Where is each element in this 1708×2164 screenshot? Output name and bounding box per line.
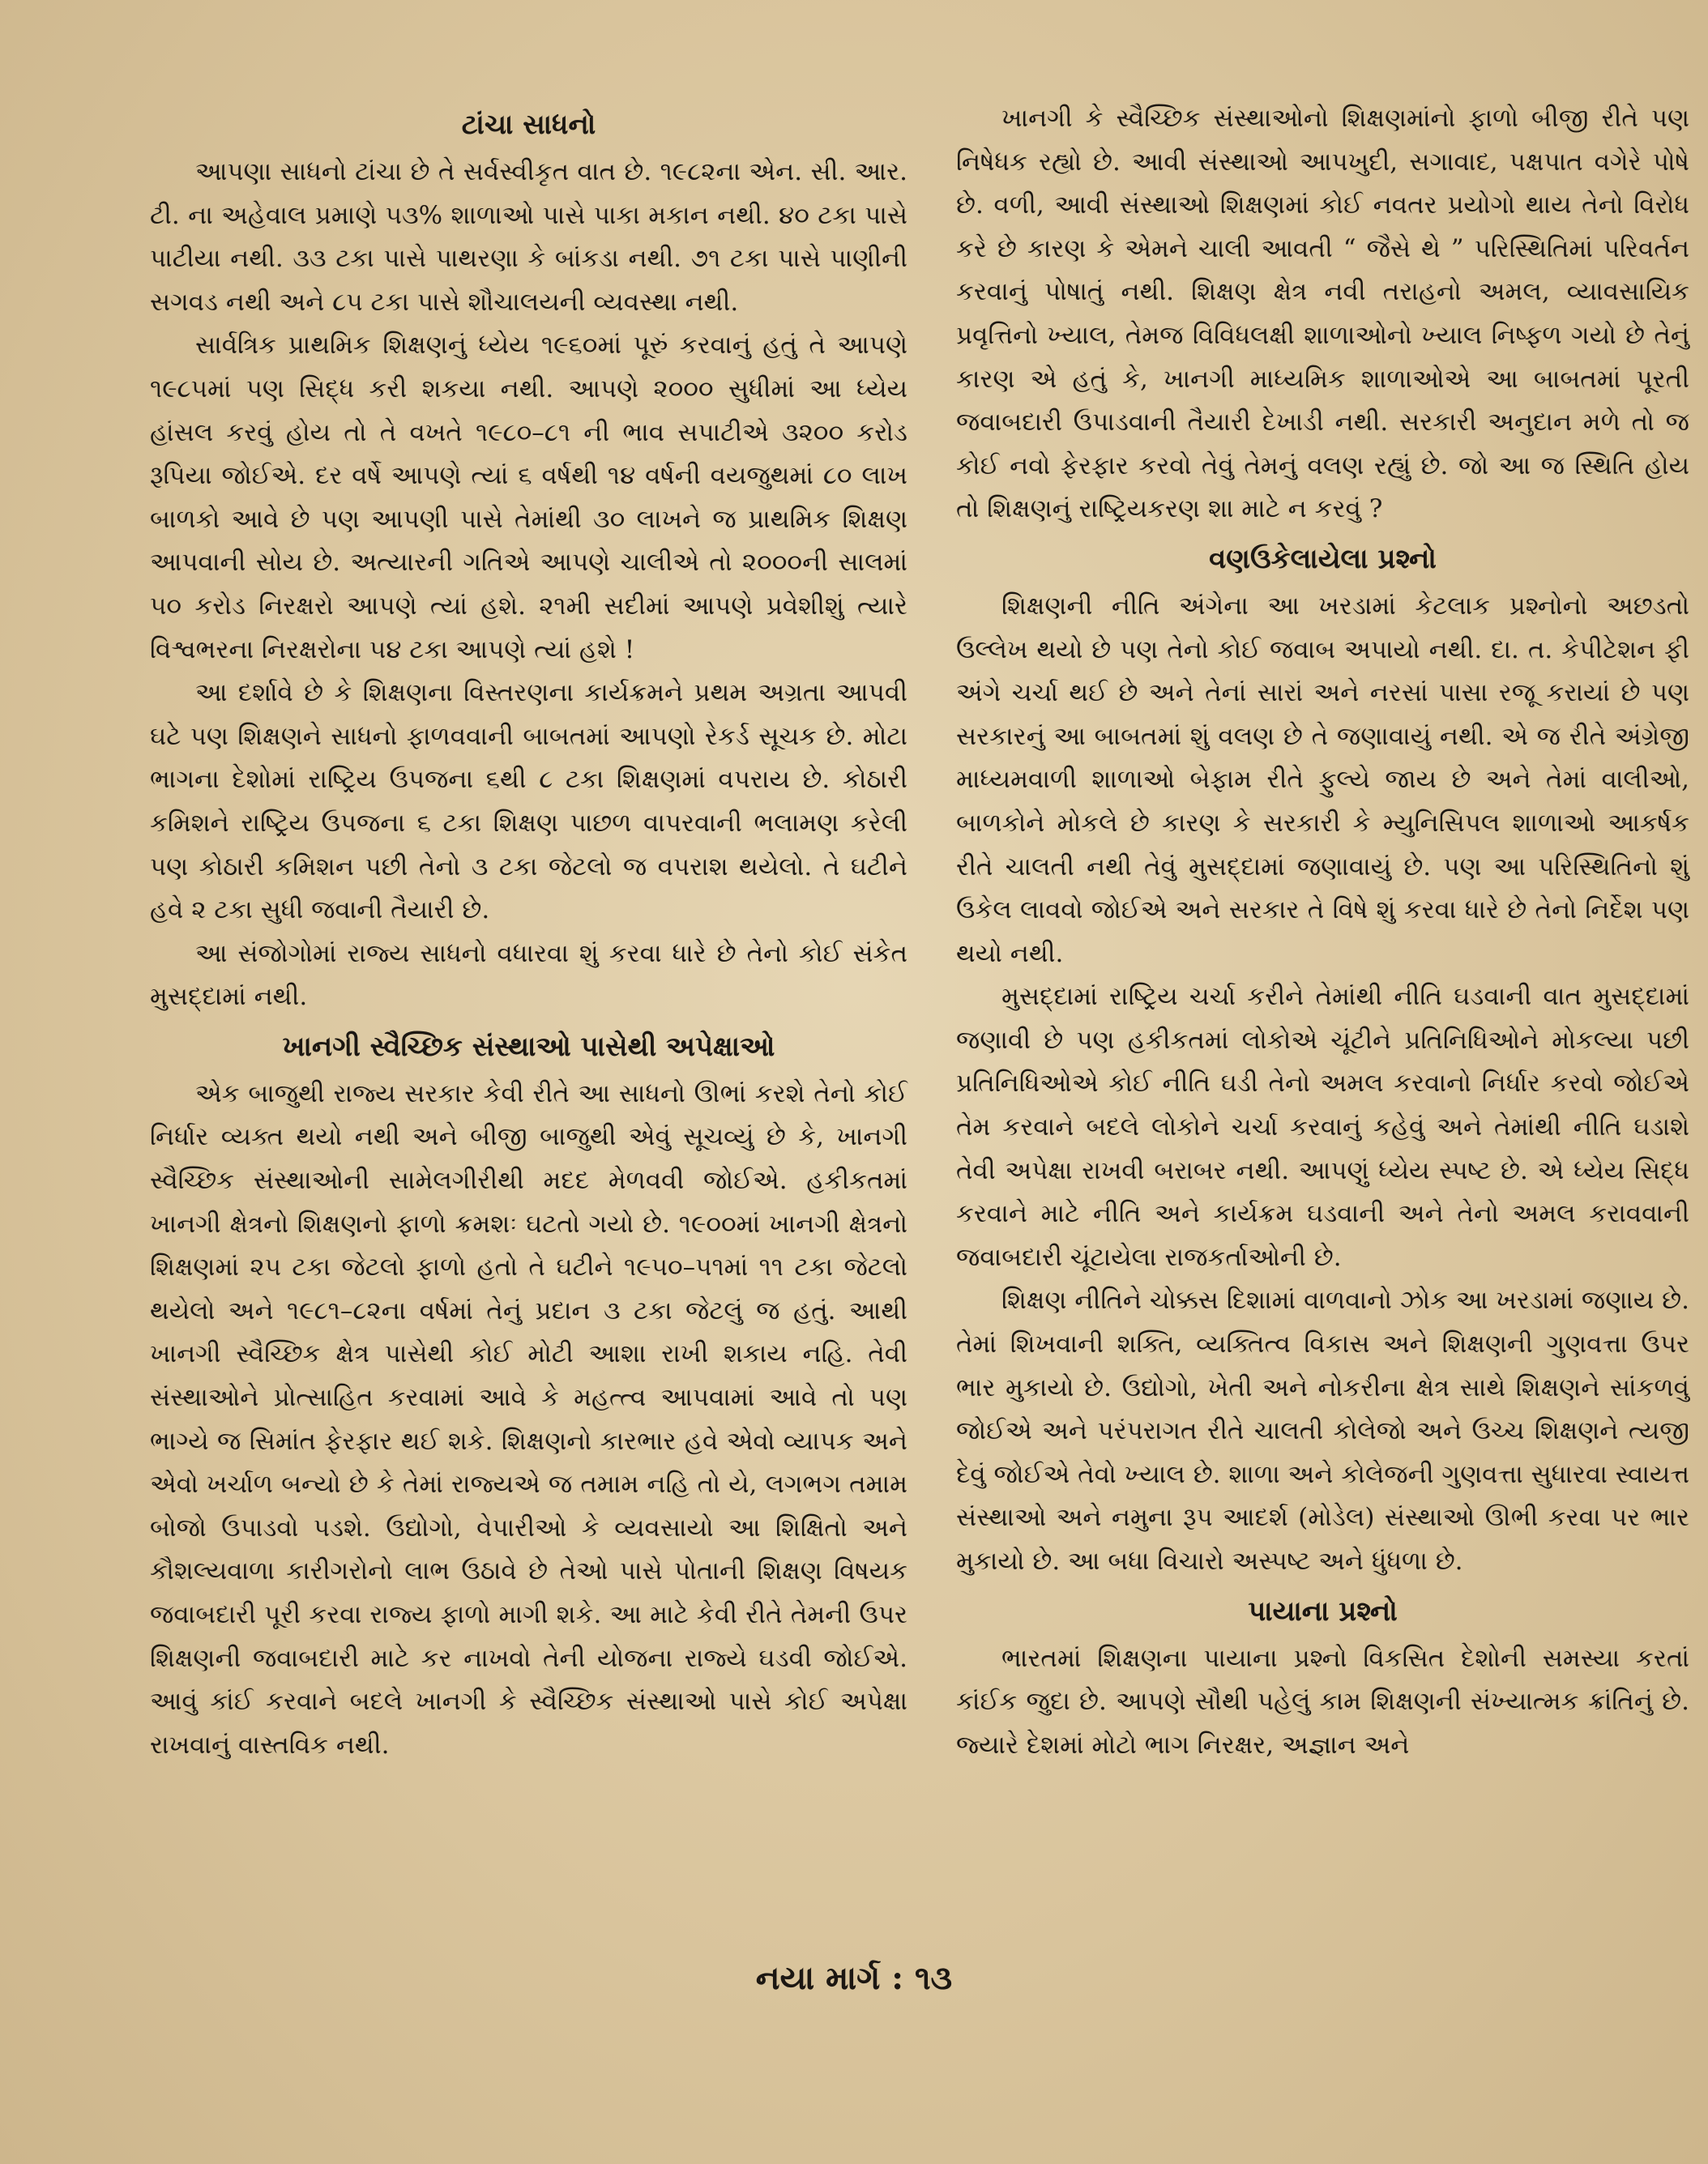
section-heading-private-voluntary: ખાનગી સ્વૈચ્છિક સંસ્થાઓ પાસેથી અપેક્ષાઓ [282,1030,775,1063]
paragraph: આ સંજોગોમાં રાજ્ય સાધનો વધારવા શું કરવા ધારે છે તેનો કોઈ સંકેત મુસદ્દામાં નથી. [150,938,907,1012]
section-heading-fundamental-questions: પાયાના પ્રશ્નો [1248,1594,1398,1628]
section-heading-limited-resources: ટાંચા સાધનો [461,109,596,141]
paragraph: શિક્ષણ નીતિને ચોક્કસ દિશામાં વાળવાનો ઝોક આ ખરડામાં જણાય છે. તેમાં શિખવાની શક્તિ, વ્યક્તિત્વ વિકાસ અને શિક્ષણની ગુણવત્તા ઉપર ભાર મુકાયો છે. ઉદ્યોગો, ખેતી અને નોકરીના ક્ષેત્ર સાથે શિક્ષણને સાંકળવું જોઈએ અને પરંપરાગત રીતે ચાલતી કોલેજો અને ઉચ્ચ શિક્ષણને ત્યજી દેવું જોઈએ તેવો ખ્યાલ છે. શાળા અને કોલેજની ગુણવત્તા સુધારવા સ્વાયત્ત સંસ્થાઓ અને નમુના રૂપ આદર્શ (મોડેલ) સંસ્થાઓ ઊભી કરવા પર ભાર મુકાયો છે. આ બધા વિચારો અસ્પષ્ટ અને ધુંધળા છે. [956,1286,1689,1576]
paragraph: એક બાજુથી રાજ્ય સરકાર કેવી રીતે આ સાધનો ઊભાં કરશે તેનો કોઈ નિર્ધાર વ્યક્ત થયો નથી અને બીજી બાજુથી એવું સૂચવ્યું છે કે, ખાનગી સ્વૈચ્છિક સંસ્થાઓની સામેલગીરીથી મદદ મેળવવી જોઈએ. હકીકતમાં ખાનગી ક્ષેત્રનો શિક્ષણનો ફાળો ક્રમશઃ ઘટતો ગયો છે. ૧૯૦૦માં ખાનગી ક્ષેત્રનો શિક્ષણમાં ૨૫ ટકા જેટલો ફાળો હતો તે ઘટીને ૧૯૫૦–૫૧માં ૧૧ ટકા જેટલો થયેલો અને ૧૯૮૧–૮૨ના વર્ષમાં તેનું પ્રદાન ૩ ટકા જેટલું જ હતું. આથી ખાનગી સ્વૈચ્છિક ક્ષેત્ર પાસેથી કોઈ મોટી આશા રાખી શકાય નહિ. તેવી સંસ્થાઓને પ્રોત્સાહિત કરવામાં આવે કે મહત્ત્વ આપવામાં આવે તો પણ ભાગ્યે જ સિમાંત ફેરફાર થઈ શકે. શિક્ષણનો કારભાર હવે એવો વ્યાપક અને એવો ખર્ચાળ બન્યો છે કે તેમાં રાજ્યએ જ તમામ નહિ તો યે, લગભગ તમામ બોજો ઉપાડવો પડશે. ઉદ્યોગો, વેપારીઓ કે વ્યવસાયો આ શિક્ષિતો અને કૌશલ્યવાળા કારીગરોનો લાભ ઉઠાવે છે તેઓ પાસે પોતાની શિક્ષણ વિષયક જવાબદારી પૂરી કરવા રાજ્ય ફાળો માગી શકે. આ માટે કેવી રીતે તેમની ઉપર શિક્ષણની જવાબદારી માટે કર નાખવો તેની યોજના રાજ્યે ઘડવી જોઈએ. આવું કાંઈ કરવાને બદલે ખાનગી કે સ્વૈચ્છિક સંસ્થાઓ પાસે કોઈ અપેક્ષા રાખવાનું વાસ્તવિક નથી. [150,1078,907,1760]
paragraph: ભારતમાં શિક્ષણના પાયાના પ્રશ્નો વિકસિત દેશોની સમસ્યા કરતાં કાંઈક જુદા છે. આપણે સૌથી પહેલું કામ શિક્ષણની સંખ્યાત્મક ક્રાંતિનું છે. જ્યારે દેશમાં મોટો ભાગ નિરક્ષર, અજ્ઞાન અને [956,1643,1689,1760]
paragraph: ખાનગી કે સ્વૈચ્છિક સંસ્થાઓનો શિક્ષણમાંનો ફાળો બીજી રીતે પણ નિષેધક રહ્યો છે. આવી સંસ્થાઓ આપખુદી, સગાવાદ, પક્ષપાત વગેરે પોષે છે. વળી, આવી સંસ્થાઓ શિક્ષણમાં કોઈ નવતર પ્રયોગો થાય તેનો વિરોધ કરે છે કારણ કે એમને ચાલી આવતી “ જૈસે થે ” પરિસ્થિતિમાં પરિવર્તન કરવાનું પોષાતું નથી. શિક્ષણ ક્ષેત્ર નવી તરાહનો અમલ, વ્યાવસાયિક પ્રવૃત્તિનો ખ્યાલ, તેમજ વિવિધલક્ષી શાળાઓનો ખ્યાલ નિષ્ફળ ગયો છે તેનું કારણ એ હતું કે, ખાનગી માધ્યમિક શાળાઓએ આ બાબતમાં પૂરતી જવાબદારી ઉપાડવાની તૈયારી દેખાડી નથી. સરકારી અનુદાન મળે તો જ કોઈ નવો ફેરફાર કરવો તેવું તેમનું વલણ રહ્યું છે. જો આ જ સ્થિતિ હોય તો શિક્ષણનું રાષ્ટ્રિયકરણ શા માટે ન કરવું ? [956,104,1689,524]
paragraph: શિક્ષણની નીતિ અંગેના આ ખરડામાં કેટલાક પ્રશ્નોનો અછડતો ઉલ્લેખ થયો છે પણ તેનો કોઈ જવાબ અપાયો નથી. દા. ત. કેપીટેશન ફી અંગે ચર્ચા થઈ છે અને તેનાં સારાં અને નરસાં પાસા રજૂ કરાયાં છે પણ સરકારનું આ બાબતમાં શું વલણ છે તે જણાવાયું નથી. એ જ રીતે અંગ્રેજી માધ્યમવાળી શાળાઓ બેફામ રીતે ફુલ્યે જાય છે અને તેમાં વાલીઓ, બાળકોને મોકલે છે કારણ કે સરકારી કે મ્યુનિસિપલ શાળાઓ આકર્ષક રીતે ચાલતી નથી તેવું મુસદ્દામાં જણાવાયું છે. પણ આ પરિસ્થિતિનો શું ઉકેલ લાવવો જોઈએ અને સરકાર તે વિષે શું કરવા ધારે છે તેનો નિર્દેશ પણ થયો નથી. [956,591,1689,968]
right-column [956,97,1689,1767]
paragraph: આ દર્શાવે છે કે શિક્ષણના વિસ્તરણના કાર્યક્રમને પ્રથમ અગ્રતા આપવી ઘટે પણ શિક્ષણને સાધનો ફાળવવાની બાબતમાં આપણો રેકર્ડ સૂચક છે. મોટા ભાગના દેશોમાં રાષ્ટ્રિય ઉપજના ૬થી ૮ ટકા શિક્ષણમાં વપરાય છે. કોઠારી કમિશને રાષ્ટ્રિય ઉપજના ૬ ટકા શિક્ષણ પાછળ વાપરવાની ભલામણ કરેલી પણ કોઠારી કમિશન પછી તેનો ૩ ટકા જેટલો જ વપરાશ થયેલો. તે ઘટીને હવે ૨ ટકા સુધી જવાની તૈયારી છે. [150,678,907,925]
page-footer: નયા માર્ગ : ૧૩ [755,1959,953,1997]
section-heading-unresolved-questions: વણઉકેલાયેલા પ્રશ્નો [1209,542,1437,575]
left-column [150,97,907,1767]
paragraph: મુસદ્દામાં રાષ્ટ્રિય ચર્ચા કરીને તેમાંથી નીતિ ઘડવાની વાત મુસદ્દામાં જણાવી છે પણ હકીકતમાં લોકોએ ચૂંટીને પ્રતિનિધિઓને મોકલ્યા પછી પ્રતિનિધિઓએ કોઈ નીતિ ઘડી તેનો અમલ કરવાનો નિર્ધાર કરવો જોઈએ તેમ કરવાને બદલે લોકોને ચર્ચા કરવાનું કહેવું અને તેમાંથી નીતિ ઘડાશે તેવી અપેક્ષા રાખવી બરાબર નથી. આપણું ધ્યેય સ્પષ્ટ છે. એ ધ્યેય સિદ્ધ કરવાને માટે નીતિ અને કાર્યક્રમ ઘડવાની અને તેનો અમલ કરાવવાની જવાબદારી ચૂંટાયેલા રાજકર્તાઓની છે. [956,982,1689,1272]
paragraph: સાર્વત્રિક પ્રાથમિક શિક્ષણનું ધ્યેય ૧૯૬૦માં પૂરું કરવાનું હતું તે આપણે ૧૯૮૫માં પણ સિદ્ધ કરી શકયા નથી. આપણે ૨૦૦૦ સુધીમાં આ ધ્યેય હાંસલ કરવું હોય તો તે વખતે ૧૯૮૦–૮૧ ની ભાવ સપાટીએ ૩૨૦૦ કરોડ રૂપિયા જોઈએ. દર વર્ષે આપણે ત્યાં ૬ વર્ષથી ૧૪ વર્ષની વયજુથમાં ૮૦ લાખ બાળકો આવે છે પણ આપણી પાસે તેમાંથી ૩૦ લાખને જ પ્રાથમિક શિક્ષણ આપવાની સોય છે. અત્યારની ગતિએ આપણે ચાલીએ તો ૨૦૦૦ની સાલમાં ૫૦ કરોડ નિરક્ષરો આપણે ત્યાં હશે. ૨૧મી સદીમાં આપણે પ્રવેશીશું ત્યારે વિશ્વભરના નિરક્ષરોના ૫૪ ટકા આપણે ત્યાં હશે ! [150,331,907,664]
paragraph: આપણા સાધનો ટાંચા છે તે સર્વસ્વીકૃત વાત છે. ૧૯૮૨ના એન. સી. આર. ટી. ના અહેવાલ પ્રમાણે ૫૩% શાળાઓ પાસે પાકા મકાન નથી. ૪૦ ટકા પાસે પાટીયા નથી. ૩૩ ટકા પાસે પાથરણા કે બાંકડા નથી. ૭૧ ટકા પાસે પાણીની સગવડ નથી અને ૮૫ ટકા પાસે શૌચાલયની વ્યવસ્થા નથી. [150,157,907,317]
